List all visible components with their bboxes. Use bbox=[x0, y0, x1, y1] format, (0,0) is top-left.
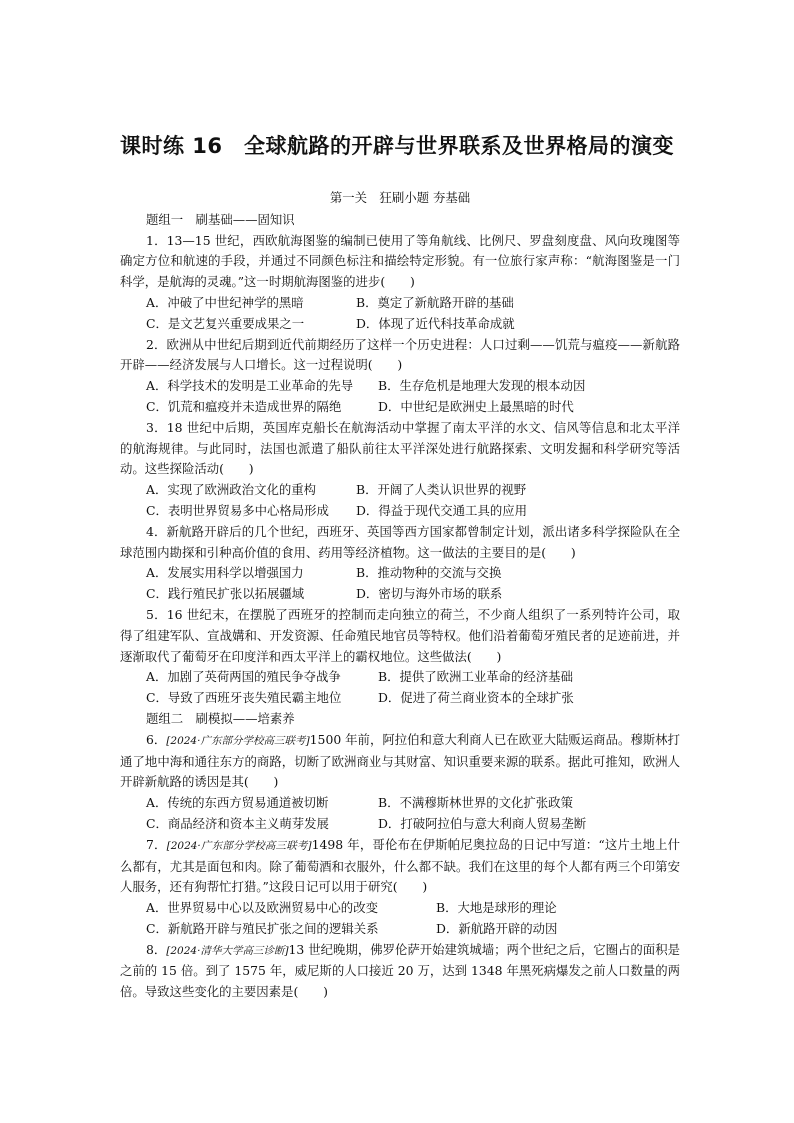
worksheet-content bbox=[120, 188, 680, 1003]
question-number: 7． bbox=[146, 836, 167, 852]
option-a: A．实现了欧洲政治文化的重构 bbox=[146, 482, 317, 498]
question-text: 1500 年前，阿拉伯和意大利商人已在欧亚大陆贩运商品。穆斯林打通了地中海和通往东方的商路，切断了欧洲商业与其财富、知识重要来源的联系。据此可推知，欧洲人开辟新航路的诱因是其( ) bbox=[120, 731, 680, 790]
option-c: C．导致了西班牙丧失殖民霸主地位 bbox=[146, 690, 342, 706]
question-source: [2024·广东部分学校高三联考] bbox=[166, 839, 312, 852]
question-6 bbox=[120, 730, 680, 835]
question-7 bbox=[120, 835, 680, 940]
option-c: C．新航路开辟与殖民扩张之间的逻辑关系 bbox=[146, 920, 379, 936]
option-b: B．奠定了新航路开辟的基础 bbox=[356, 294, 514, 310]
option-c: C．表明世界贸易多中心格局形成 bbox=[146, 502, 329, 518]
option-a: A．冲破了中世纪神学的黑暗 bbox=[146, 294, 304, 310]
question-number: 6． bbox=[146, 731, 167, 747]
option-b: B．大地是球形的理论 bbox=[436, 900, 557, 916]
options-row bbox=[120, 397, 680, 418]
option-b: B．推动物种的交流与交换 bbox=[356, 565, 502, 581]
question-stem bbox=[120, 730, 680, 793]
group-heading-1: 题组一 刷基础——固知识 bbox=[146, 211, 295, 227]
question-stem: 5．16 世纪末，在摆脱了西班牙的控制而走向独立的荷兰，不少商人组织了一系列特许公司，取得了组建军队、宣战媾和、开发资源、任命殖民地官员等特权。他们沿着葡萄牙殖民者的足迹前进，并逐渐取代了葡萄牙在印度洋和西太平洋上的霸权地位。这些做法( ) bbox=[120, 606, 680, 664]
options-row bbox=[120, 293, 680, 314]
question-stem bbox=[120, 835, 680, 898]
question-4 bbox=[120, 522, 680, 605]
question-stem bbox=[120, 940, 680, 1003]
option-c: C．商品经济和资本主义萌芽发展 bbox=[146, 815, 329, 831]
options-row bbox=[120, 919, 680, 940]
option-b: B．提供了欧洲工业革命的经济基础 bbox=[378, 669, 573, 685]
option-d: D．促进了荷兰商业资本的全球扩张 bbox=[378, 690, 574, 706]
option-b: B．生存危机是地理大发现的根本动因 bbox=[378, 378, 586, 394]
options-row bbox=[120, 793, 680, 814]
options-row bbox=[120, 314, 680, 335]
option-b: B．不满穆斯林世界的文化扩张政策 bbox=[378, 795, 573, 811]
options-row bbox=[120, 814, 680, 835]
question-stem: 4．新航路开辟后的几个世纪，西班牙、英国等西方国家都曾制定计划，派出诸多科学探险队在全球范围内勘探和引种高价值的食用、药用等经济植物。这一做法的主要目的是( ) bbox=[120, 523, 680, 560]
option-d: D．得益于现代交通工具的应用 bbox=[356, 502, 528, 518]
options-row bbox=[120, 688, 680, 709]
option-a: A．加剧了英荷两国的殖民争夺战争 bbox=[146, 669, 341, 685]
option-a: A．科学技术的发明是工业革命的先导 bbox=[146, 378, 354, 394]
option-d: D．新航路开辟的动因 bbox=[436, 920, 558, 936]
option-b: B．开阔了人类认识世界的视野 bbox=[356, 482, 527, 498]
options-row bbox=[120, 480, 680, 501]
question-stem: 1．13—15 世纪，西欧航海图鉴的编制已使用了等角航线、比例尺、罗盘刻度盘、风向玫瑰图等确定方位和航速的手段，并通过不同颜色标注和描绘特定形貌。有一位旅行家声称：“航海图鉴是一门科学，是航海的灵魂。”这一时期航海图鉴的进步( ) bbox=[120, 232, 680, 290]
option-a: A．传统的东西方贸易通道被切断 bbox=[146, 795, 329, 811]
option-a: A．世界贸易中心以及欧洲贸易中心的改变 bbox=[146, 900, 378, 916]
question-number: 8． bbox=[146, 941, 167, 957]
option-d: D．体现了近代科技革命成就 bbox=[356, 315, 515, 331]
options-row bbox=[120, 898, 680, 919]
question-stem: 2．欧洲从中世纪后期到近代前期经历了这样一个历史进程：人口过剩——饥荒与瘟疫——新航路开辟——经济发展与人口增长。这一过程说明( ) bbox=[120, 336, 680, 373]
option-d: D．中世纪是欧洲史上最黑暗的时代 bbox=[378, 398, 574, 414]
option-c: C．饥荒和瘟疫并未造成世界的隔绝 bbox=[146, 398, 342, 414]
question-stem: 3．18 世纪中后期，英国库克船长在航海活动中掌握了南太平洋的水文、信风等信息和北太平洋的航海规律。与此同时，法国也派遣了船队前往太平洋深处进行航路探索、文明发掘和科学研究等活动。这些探险活动( ) bbox=[120, 419, 680, 477]
page-title: 课时练 16 全球航路的开辟与世界联系及世界格局的演变 bbox=[119, 134, 675, 158]
question-1 bbox=[120, 231, 680, 335]
section-title: 第一关 狂刷小题 夯基础 bbox=[329, 190, 471, 205]
option-a: A．发展实用科学以增强国力 bbox=[146, 565, 304, 581]
option-c: C．是文艺复兴重要成果之一 bbox=[146, 315, 305, 331]
question-text: 13 世纪晚期，佛罗伦萨开始建筑城墙；两个世纪之后，它圈占的面积是之前的 15 倍。到了 1575 年，威尼斯的人口接近 20 万，达到 1348 年黑死病爆发之前人口数量的两倍。导致这些变化的主要因素是( ) bbox=[120, 941, 680, 1000]
options-row bbox=[120, 501, 680, 522]
options-row bbox=[120, 563, 680, 584]
question-5 bbox=[120, 605, 680, 709]
question-2 bbox=[120, 335, 680, 418]
question-3 bbox=[120, 418, 680, 522]
option-d: D．打破阿拉伯与意大利商人贸易垄断 bbox=[378, 815, 587, 831]
question-8 bbox=[120, 940, 680, 1003]
question-source: [2024·清华大学高三诊断] bbox=[166, 944, 289, 957]
options-row bbox=[120, 667, 680, 688]
question-text: 1498 年，哥伦布在伊斯帕尼奥拉岛的日记中写道：“这片土地上什么都有，尤其是面包和肉。除了葡萄酒和衣服外，什么都不缺。我们在这里的每个人都有两三个印第安人服务，还有狗帮忙打猎。”这段日记可以用于研究( ) bbox=[120, 836, 680, 895]
options-row bbox=[120, 584, 680, 605]
group-heading-2: 题组二 刷模拟——培素养 bbox=[146, 710, 295, 726]
options-row bbox=[120, 376, 680, 397]
question-source: [2024·广东部分学校高三联考] bbox=[166, 734, 310, 747]
option-d: D．密切与海外市场的联系 bbox=[356, 586, 503, 602]
option-c: C．践行殖民扩张以拓展疆域 bbox=[146, 586, 305, 602]
